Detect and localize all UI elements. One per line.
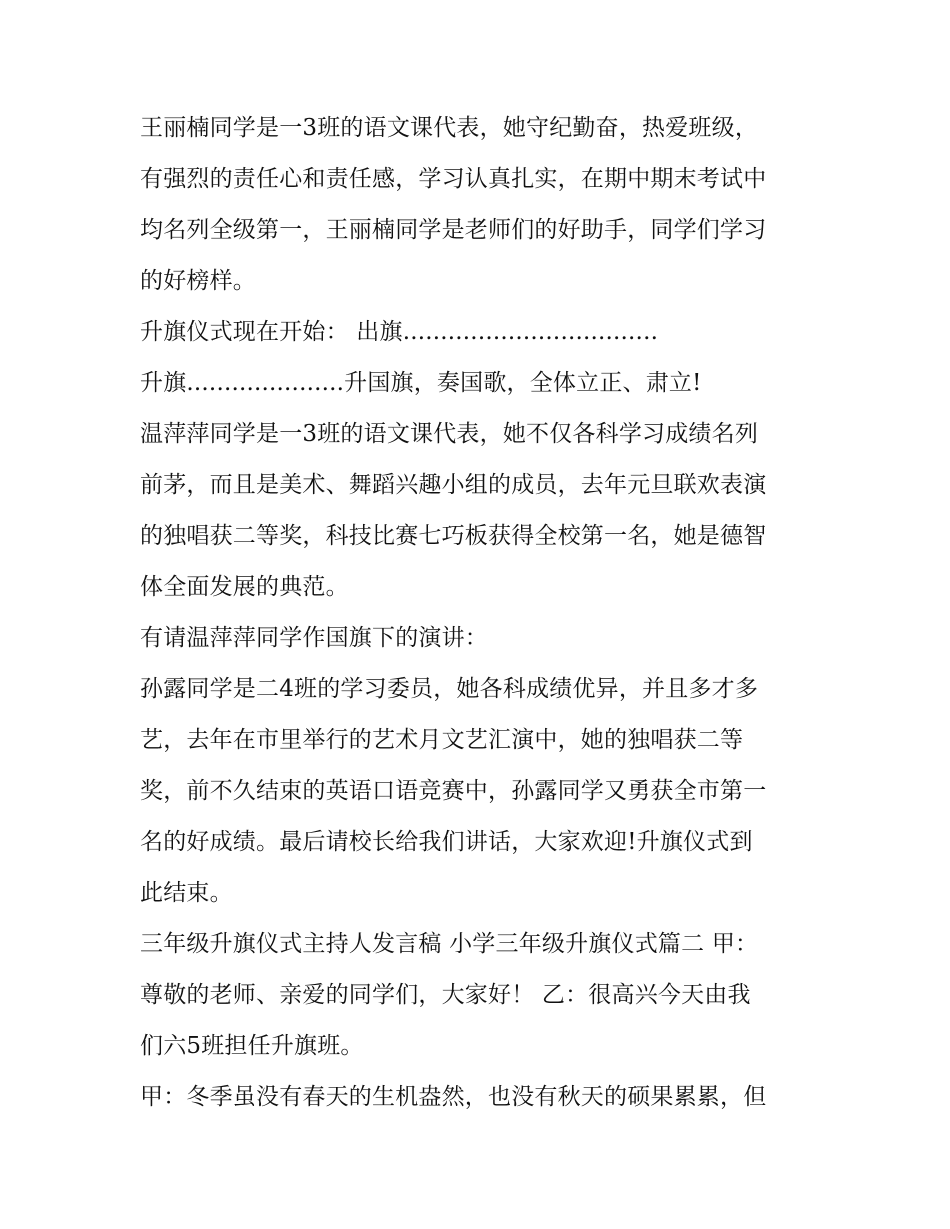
text-line: 奖，前不久结束的英语口语竞赛中，孙露同学又勇获全市第一 bbox=[140, 778, 767, 804]
text-line: 孙露同学是二4班的学习委员，她各科成绩优异，并且多才多 bbox=[140, 676, 759, 702]
text-line: 温萍萍同学是一3班的语文课代表，她不仅各科学习成绩名列 bbox=[140, 421, 759, 447]
text-line: 艺，去年在市里举行的艺术月文艺汇演中，她的独唱获二等 bbox=[140, 727, 744, 753]
text-line: 们六5班担任升旗班。 bbox=[140, 1033, 364, 1059]
text-line: 此结束。 bbox=[140, 880, 233, 906]
text-line: 前茅，而且是美术、舞蹈兴趣小组的成员，去年元旦联欢表演 bbox=[140, 472, 767, 498]
document-body bbox=[140, 103, 818, 1123]
text-line: 升旗.....................升国旗，奏国歌，全体立正、肃立! bbox=[140, 370, 702, 396]
text-line: 三年级升旗仪式主持人发言稿 小学三年级升旗仪式篇二 甲： bbox=[140, 931, 759, 957]
text-line: 均名列全级第一，王丽楠同学是老师们的好助手，同学们学习 bbox=[140, 217, 767, 243]
text-line: 尊敬的老师、亲爱的同学们，大家好！ 乙：很高兴今天由我 bbox=[140, 982, 751, 1008]
text-line: 有请温萍萍同学作国旗下的演讲： bbox=[140, 625, 488, 651]
text-line: 名的好成绩。最后请校长给我们讲话，大家欢迎!升旗仪式到 bbox=[140, 829, 753, 855]
text-line: 甲：冬季虽没有春天的生机盎然，也没有秋天的硕果累累，但 bbox=[140, 1084, 767, 1110]
text-line: 升旗仪式现在开始： 出旗.................................. bbox=[140, 319, 659, 345]
text-line: 王丽楠同学是一3班的语文课代表，她守纪勤奋，热爱班级， bbox=[140, 115, 759, 141]
text-line: 有强烈的责任心和责任感，学习认真扎实，在期中期末考试中 bbox=[140, 166, 767, 192]
text-line: 的独唱获二等奖，科技比赛七巧板获得全校第一名，她是德智 bbox=[140, 523, 767, 549]
text-line: 体全面发展的典范。 bbox=[140, 574, 349, 600]
text-line: 的好榜样。 bbox=[140, 268, 256, 294]
